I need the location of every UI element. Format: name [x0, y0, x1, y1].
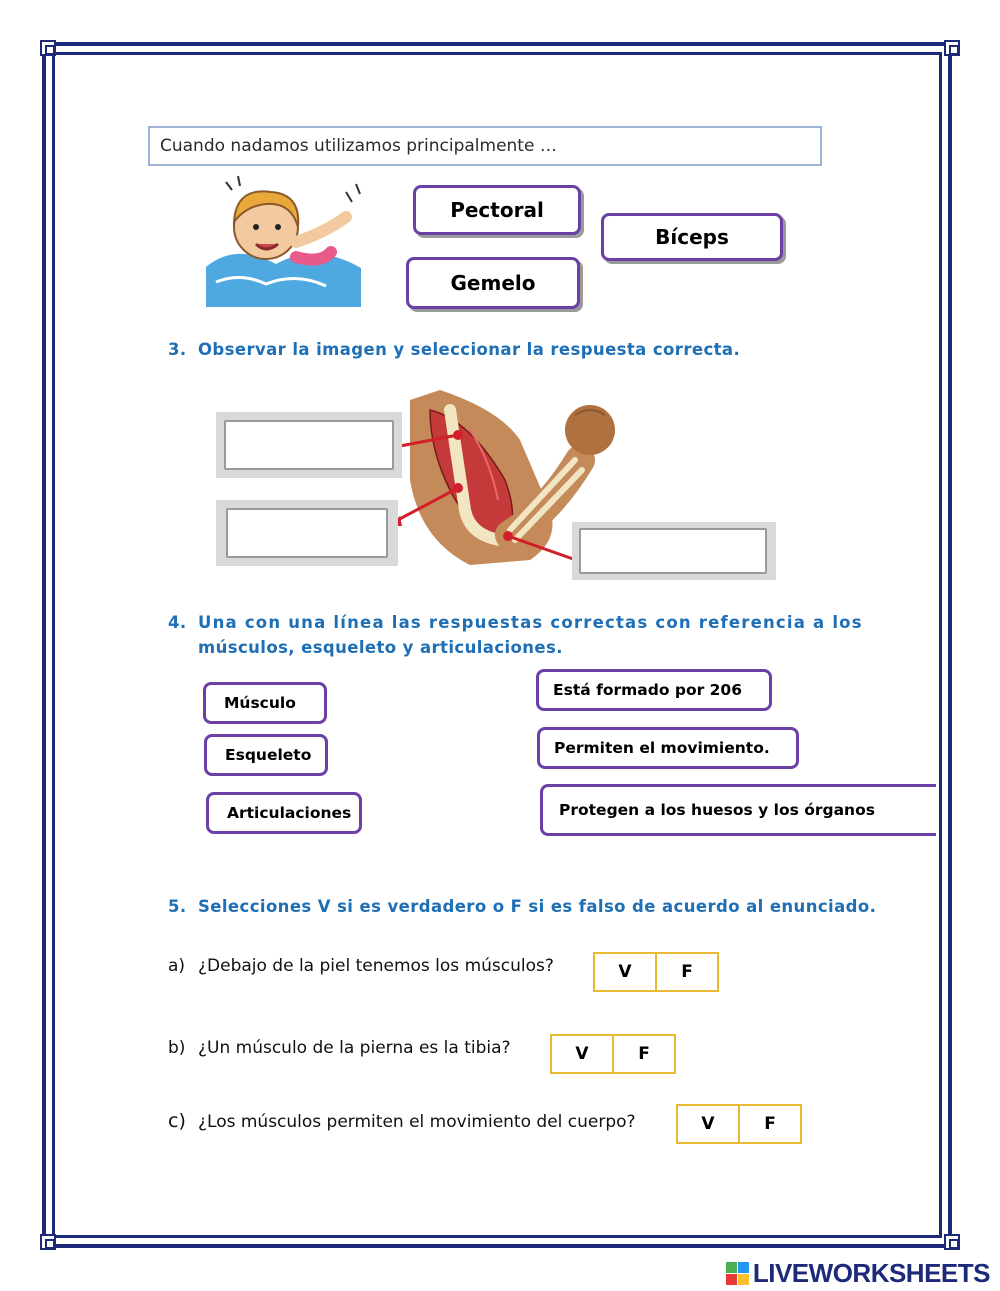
choice-gemelo[interactable]: Gemelo [406, 257, 580, 309]
true-option-a[interactable]: V [595, 954, 657, 990]
true-false-a [593, 952, 719, 992]
match-left-esqueleto[interactable]: Esqueleto [204, 734, 328, 776]
question-5-heading: 5. Selecciones V si es verdadero o F si es falso de acuerdo al enunciado. [168, 897, 877, 916]
false-option-c[interactable]: F [764, 1114, 776, 1134]
match-right-formado-206[interactable]: Está formado por 206 [536, 669, 772, 711]
statement-a: a) ¿Debajo de la piel tenemos los músculos? [168, 956, 554, 976]
match-left-musculo[interactable]: Músculo [203, 682, 327, 724]
match-left-articulaciones[interactable]: Articulaciones [206, 792, 362, 834]
false-option-b[interactable]: F [638, 1044, 650, 1064]
match-right-movimiento[interactable]: Permiten el movimiento. [537, 727, 799, 769]
question-4-heading: 4. Una con una línea las respuestas correctas con referencia a los músculos, esqueleto y articulaciones. [168, 613, 863, 657]
arm-label-input-3[interactable] [579, 528, 767, 574]
arm-label-slot-2 [216, 500, 398, 566]
statement-c: c) ¿Los músculos permiten el movimiento del cuerpo? [168, 1110, 636, 1132]
arm-label-input-1[interactable] [224, 420, 394, 470]
choice-biceps[interactable]: Bíceps [601, 213, 783, 261]
match-right-protegen[interactable]: Protegen a los huesos y los órganos [540, 784, 936, 836]
arm-label-slot-3 [572, 522, 776, 580]
arm-label-slot-1 [216, 412, 402, 478]
question-3-heading: 3. Observar la imagen y seleccionar la respuesta correcta. [168, 340, 741, 359]
statement-b: b) ¿Un músculo de la pierna es la tibia? [168, 1038, 511, 1058]
arm-label-input-2[interactable] [226, 508, 388, 558]
true-option-c[interactable]: V [678, 1106, 740, 1142]
logo-blocks-icon [726, 1262, 750, 1286]
false-option-a[interactable]: F [681, 962, 693, 982]
choice-pectoral[interactable]: Pectoral [413, 185, 581, 235]
liveworksheets-logo: LIVEWORKSHEETS [726, 1258, 990, 1289]
swim-question-box: Cuando nadamos utilizamos principalmente … [148, 126, 822, 166]
true-option-b[interactable]: V [552, 1036, 614, 1072]
true-false-c [676, 1104, 802, 1144]
true-false-b [550, 1034, 676, 1074]
